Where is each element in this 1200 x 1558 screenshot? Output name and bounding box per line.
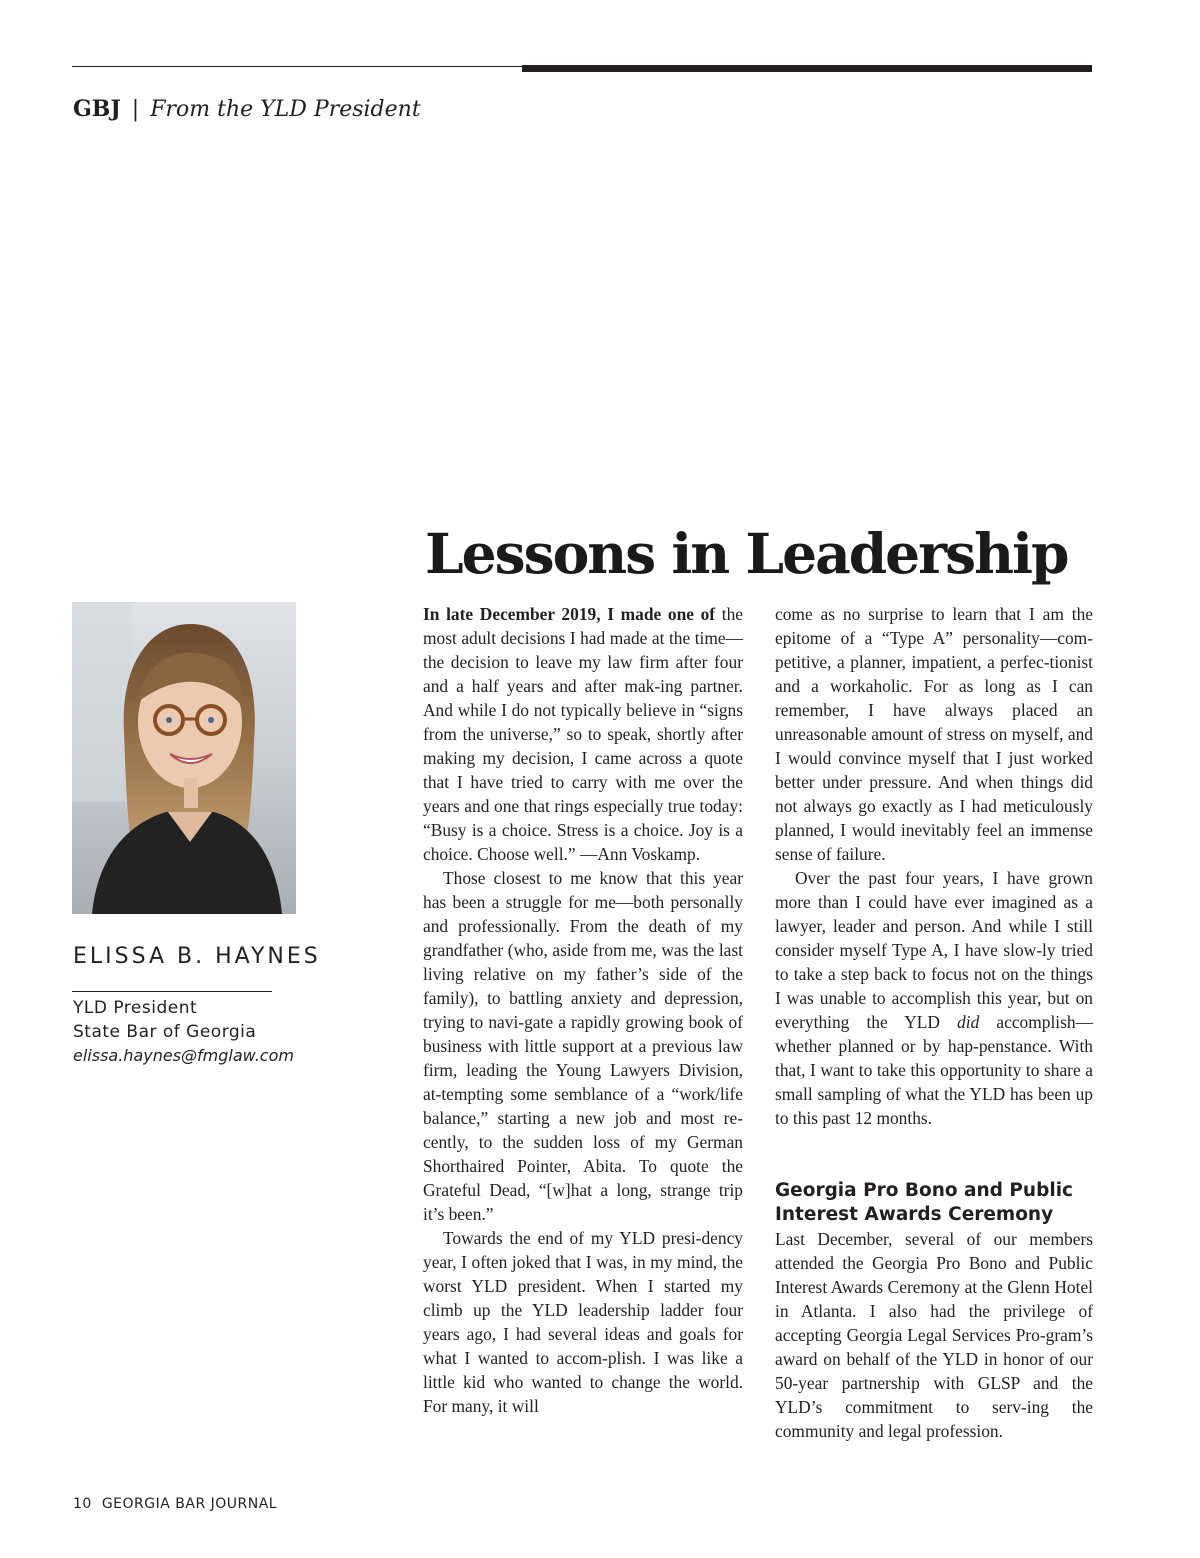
publication-name: GEORGIA BAR JOURNAL (101, 1496, 278, 1512)
article-column-1 (423, 602, 743, 1418)
paragraph: Those closest to me know that this year has been a struggle for me—both personally and professionally. From the death of my grandfather (who, aside from me, was the last living relative on my father’s side of the family), to battling anxiety and depression, trying to navi-gate a rapidly growing book of business with little support at a previous law firm, leading the Young Lawyers Division, at-tempting some semblance of a “work/life balance,” starting a new job and most re-cently, to the sudden loss of my German Shorthaired Pointer, Abita. To quote the Grateful Dead, “[w]hat a long, strange trip it’s been.” (423, 868, 743, 1224)
author-organization: State Bar of Georgia (73, 1022, 257, 1042)
paragraph: Towards the end of my YLD presi-dency year, I often joked that I was, in my mind, the worst YLD president. When I started my climb up the YLD leadership ladder four years ago, I had several ideas and goals for what I wanted to accom-plish. I was like a little kid who wanted to change the world. For many, it will (423, 1228, 743, 1416)
header-rule-thick (522, 65, 1092, 72)
paragraph-text: the most adult decisions I had made at the time—the decision to leave my law firm after four and a half years and after mak-ing partner. And while I do not typically believe in “signs from the universe,” so to speak, shortly after making my decision, I came across a quote that I have tried to carry with me over the years and one that rings especially true today: “Busy is a choice. Stress is a choice. Joy is a choice. Choose well.” —Ann Voskamp. (423, 604, 744, 864)
page-footer (73, 1496, 277, 1512)
section-name: From the YLD President (150, 97, 421, 122)
article-title: Lessons in Leadership (425, 521, 1068, 586)
label-separator: | (131, 97, 140, 122)
paragraph: Last December, several of our members attended the Georgia Pro Bono and Public Interest Awards Ceremony at the Glenn Hotel in Atlanta. I also had the privilege of accepting Georgia Legal Services Pro-gram’s award on behalf of the YLD in honor of our 50-year partnership with GLSP and the YLD’s commitment to serv-ing the community and legal profession. (775, 1229, 1093, 1441)
paragraph (423, 602, 743, 866)
paragraph-text: accomplish—whether planned or by hap-penstance. With that, I want to take this opportunity to share a small sampling of what the YLD has been up to this past 12 months. (775, 1012, 1093, 1128)
emphasis: did (957, 1012, 980, 1032)
section-label (73, 96, 421, 122)
subheading-line: Georgia Pro Bono and Public (775, 1180, 1073, 1201)
paragraph: come as no surprise to learn that I am the epitome of a “Type A” personality—com-petitive, a planner, impatient, a perfec-tionist and a workaholic. For as long as I can remember, I have always placed an unreasonable amount of stress on myself, and I would convince myself that I just worked better under pressure. And when things did not always go exactly as I had meticulously planned, I would inevitably feel an immense sense of failure. (775, 604, 1093, 864)
article-column-2 (775, 602, 1093, 1443)
header-rule-thin (72, 66, 522, 67)
lead-in: In late December 2019, I made one of (423, 604, 716, 624)
author-email-link[interactable]: elissa.haynes@fmglaw.com (73, 1046, 294, 1065)
page-number: 10 (73, 1496, 92, 1512)
author-name: ELISSA B. HAYNES (73, 944, 321, 969)
paragraph (775, 866, 1093, 1130)
paragraph-text: Over the past four years, I have grown more than I could have ever imagined as a lawyer, leader and person. And while I still consider myself Type A, I have slow-ly tried to take a step back to focus not on the things I was unable to accomplish this year, but on everything the YLD (775, 868, 1093, 1032)
subheading-line: Interest Awards Ceremony (775, 1204, 1054, 1225)
author-role: YLD President (73, 998, 198, 1018)
author-photo (72, 602, 296, 914)
publication-brand: GBJ (73, 96, 121, 122)
author-rule (72, 991, 272, 992)
